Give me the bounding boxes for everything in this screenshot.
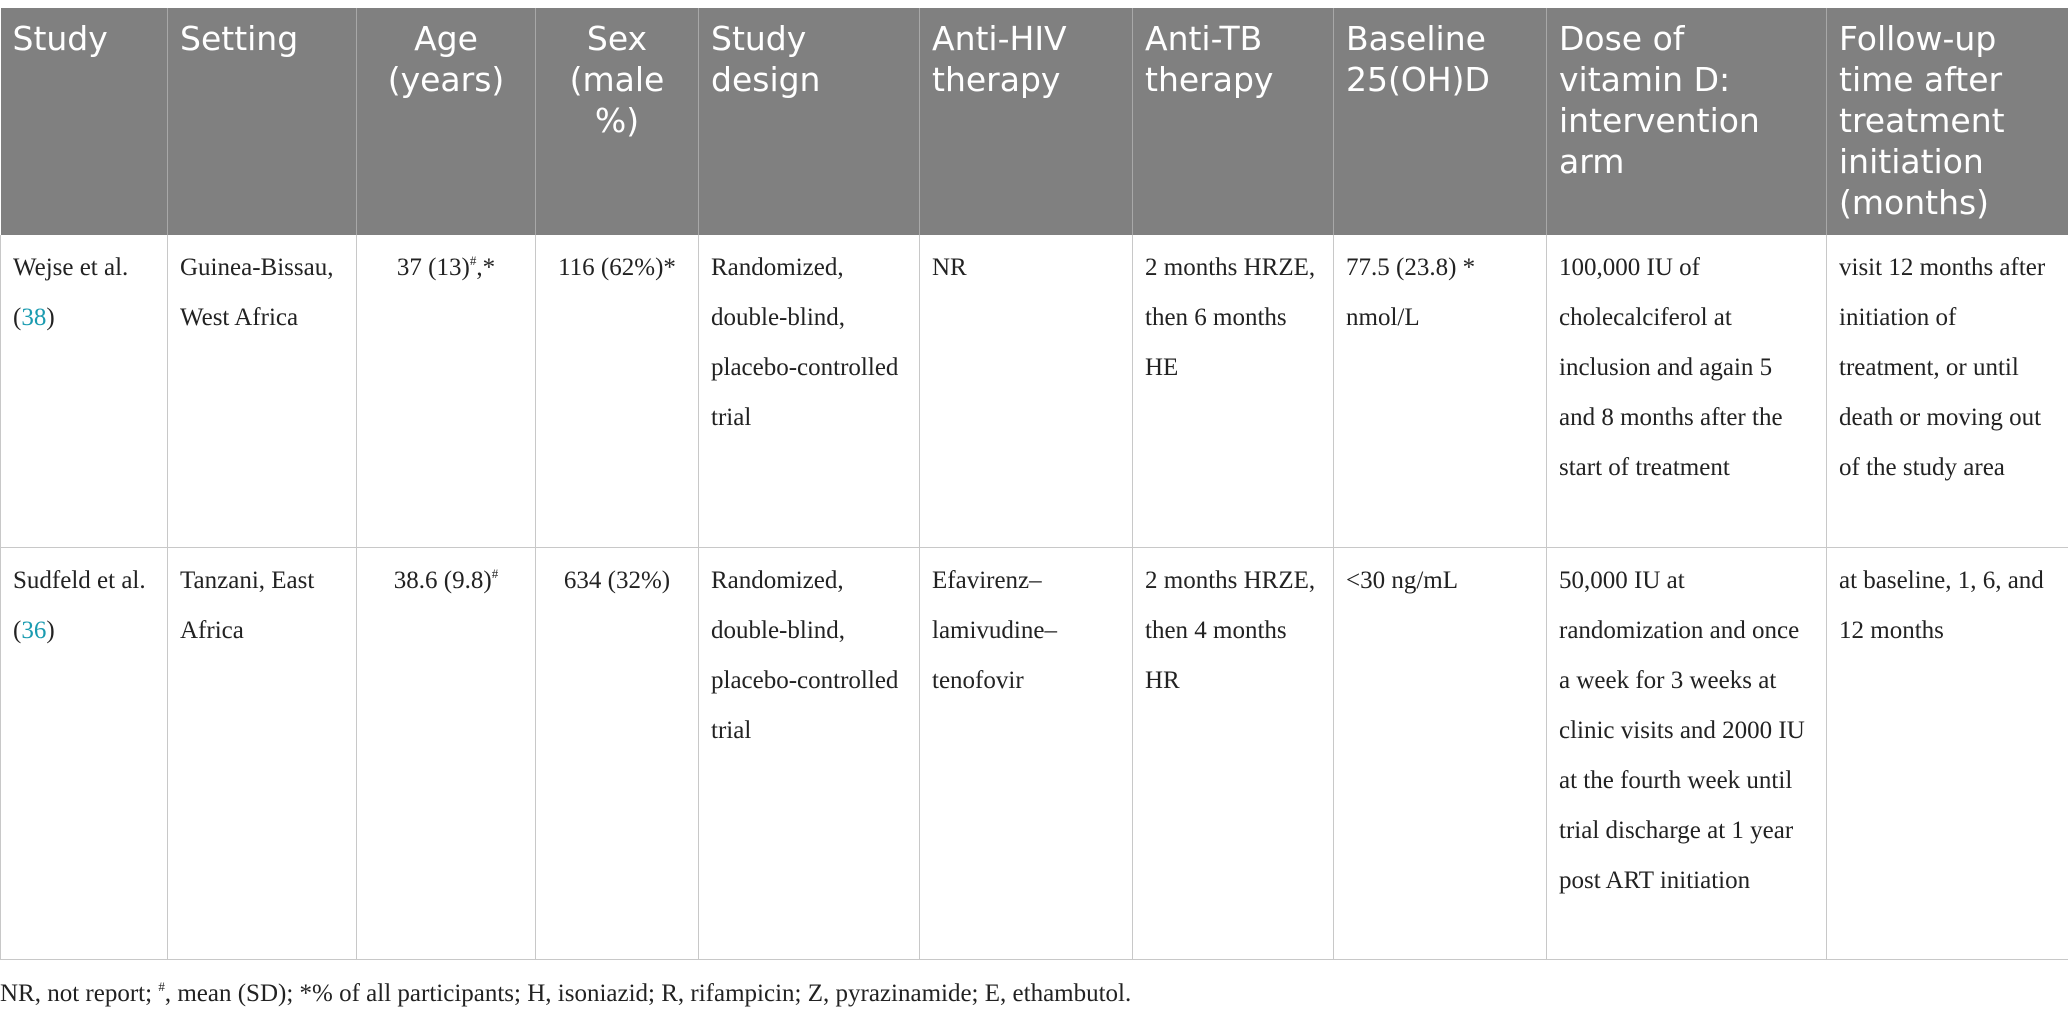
cell-study	[1, 235, 168, 547]
cell-anti-hiv-therapy: NR	[920, 235, 1133, 547]
footnote-part2: , mean (SD); *% of all participants; H, isoniazid; R, rifampicin; Z, pyrazinamide; E, ethambutol.	[164, 980, 1132, 1007]
header-anti-hiv-therapy: Anti-HIV therapy	[920, 8, 1133, 235]
ref-paren-open: (	[13, 616, 22, 644]
table-footnote	[0, 980, 1131, 1008]
footnote-superscript: #	[158, 979, 165, 994]
header-age: Age (years)	[357, 8, 536, 235]
header-sex: Sex (male %)	[536, 8, 699, 235]
cell-anti-hiv-therapy: Efavirenz–lamivudine–tenofovir	[920, 547, 1133, 959]
header-baseline: Baseline 25(OH)D	[1334, 8, 1547, 235]
cell-follow-up: visit 12 months after initiation of treatment, or until death or moving out of the study area	[1827, 235, 2068, 547]
cell-age	[357, 547, 536, 959]
reference-link[interactable]: 36	[21, 616, 47, 644]
age-value: 37 (13)	[396, 254, 470, 281]
age-superscript: #	[469, 253, 477, 268]
reference-link[interactable]: 38	[21, 304, 47, 331]
ref-paren-close: )	[46, 616, 55, 644]
table-row	[1, 235, 2068, 547]
cell-setting: Guinea-Bissau, West Africa	[168, 235, 357, 547]
ref-paren-open: (	[13, 304, 22, 331]
ref-paren-close: )	[46, 304, 55, 331]
header-dose: Dose of vitamin D: intervention arm	[1547, 8, 1827, 235]
footnote-part1: NR, not report;	[0, 980, 159, 1007]
age-superscript: #	[491, 565, 499, 581]
cell-dose: 100,000 IU of cholecalciferol at inclusion and again 5 and 8 months after the start of treatment	[1547, 235, 1827, 547]
cell-setting: Tanzani, East Africa	[168, 547, 357, 959]
study-name: Wejse et al.	[13, 254, 129, 281]
cell-dose: 50,000 IU at randomization and once a week for 3 weeks at clinic visits and 2000 IU at the fourth week until trial discharge at 1 year post ART initiation	[1547, 547, 1827, 959]
header-anti-tb-therapy: Anti-TB therapy	[1133, 8, 1334, 235]
table-row	[1, 547, 2068, 959]
cell-study	[1, 547, 168, 959]
cell-baseline: 77.5 (23.8) * nmol/L	[1334, 235, 1547, 547]
age-value: 38.6 (9.8)	[393, 566, 492, 594]
cell-sex: 116 (62%)*	[536, 235, 699, 547]
cell-age	[357, 235, 536, 547]
cell-study-design: Randomized, double-blind, placebo-controlled trial	[699, 235, 920, 547]
header-study: Study	[1, 8, 168, 235]
cell-study-design: Randomized, double-blind, placebo-controlled trial	[699, 547, 920, 959]
cell-sex: 634 (32%)	[536, 547, 699, 959]
study-table-container	[0, 8, 2068, 960]
cell-follow-up: at baseline, 1, 6, and 12 months	[1827, 547, 2068, 959]
study-characteristics-table	[0, 8, 2068, 960]
header-setting: Setting	[168, 8, 357, 235]
study-name: Sudfeld et al.	[13, 566, 146, 594]
header-study-design: Study design	[699, 8, 920, 235]
cell-anti-tb-therapy: 2 months HRZE, then 6 months HE	[1133, 235, 1334, 547]
table-header-row	[1, 8, 2068, 235]
age-suffix: ,*	[476, 254, 496, 281]
cell-anti-tb-therapy: 2 months HRZE, then 4 months HR	[1133, 547, 1334, 959]
header-follow-up: Follow-up time after treatment initiation (months)	[1827, 8, 2068, 235]
cell-baseline: <30 ng/mL	[1334, 547, 1547, 959]
